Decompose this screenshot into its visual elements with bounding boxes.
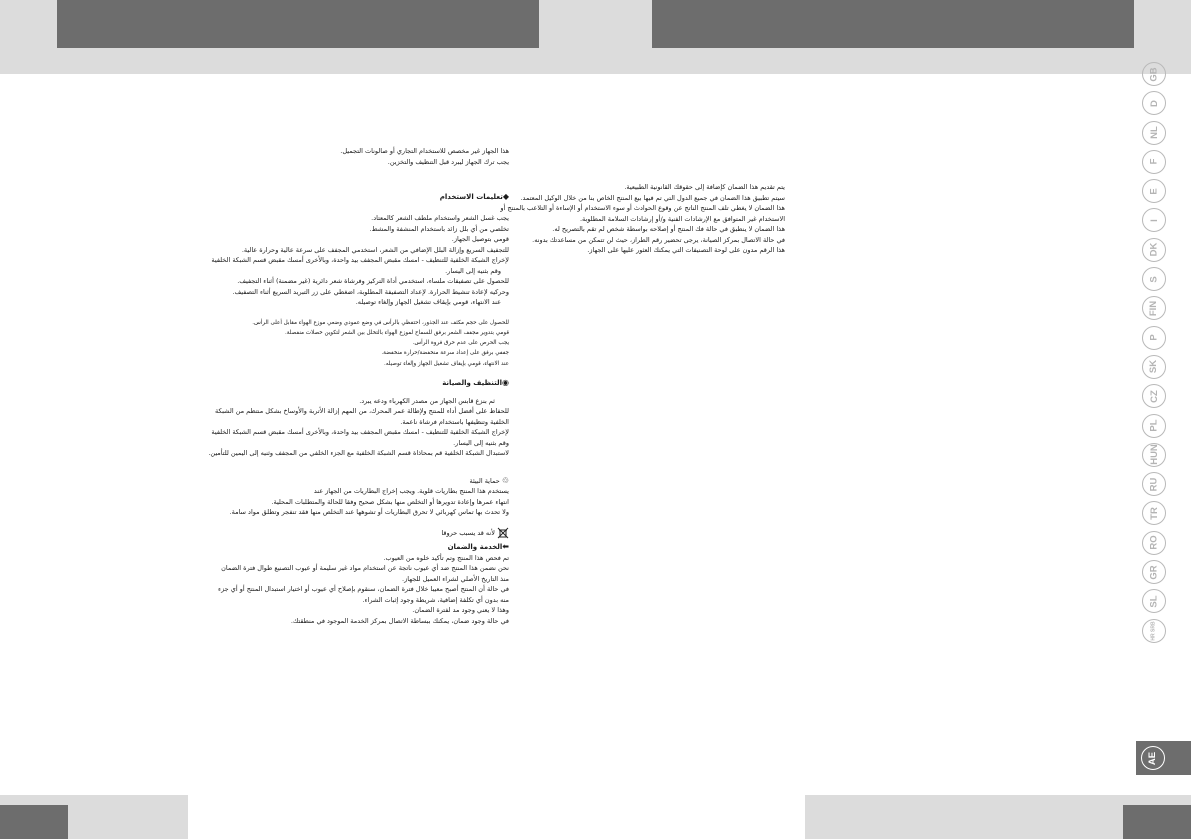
right-line: هذا الضمان لا ينطبق في حالة فك المنتج أو إصلاحه بواسطة شخص لم تقم بالتصريح له. bbox=[552, 225, 785, 233]
cleaning-line: الخلفية وتنظيفها باستخدام فرشاة ناعمة. bbox=[400, 417, 509, 426]
tab-hr-srb[interactable]: HR SRB bbox=[1142, 619, 1166, 643]
cleaning-section bbox=[129, 377, 509, 459]
usage-small-line: قومي بتدوير مجفف الشعر برفق للسماح لموزع الهواء بالتخلل بين الشعر لتكوين خصلات منفصلة. bbox=[285, 329, 509, 336]
tab-sl[interactable]: SL bbox=[1142, 589, 1166, 613]
tab-dk[interactable]: DK bbox=[1142, 238, 1166, 262]
usage-small-line: جففي برفق على إعداد سرعة منخفضة/حرارة منخفضة. bbox=[381, 350, 509, 357]
tab-fin[interactable]: FIN bbox=[1142, 296, 1166, 320]
page-number-tab-left bbox=[0, 805, 68, 839]
environment-line: انتهاء عمرها وإعادة تدويرها أو التخلص منها بشكل صحيح وفقا للحالة والمتطلبات المحلية. bbox=[271, 497, 509, 506]
tab-i[interactable]: I bbox=[1142, 208, 1166, 232]
recycle-icon: ♲ bbox=[501, 475, 509, 485]
header-bar-right bbox=[652, 0, 1134, 48]
page-number-tab-right bbox=[1123, 805, 1191, 839]
usage-line: وقم بثنيه إلى اليسار. bbox=[445, 266, 501, 275]
right-line: يتم تقديم هذا الضمان كإضافة إلى حقوقك القانونية الطبيعية. bbox=[624, 183, 785, 191]
usage-small-line: للحصول على حجم مكثف عند الجذور، احتفظي بالرأس في وضع عمودي وضعي موزع الهواء مقابل أعلى الرأس. bbox=[252, 319, 509, 326]
tab-ro[interactable]: RO bbox=[1142, 531, 1166, 555]
tab-ru[interactable]: RU bbox=[1142, 472, 1166, 496]
environment-line: يستخدم هذا المنتج بطاريات قلوية. ويجب إخراج البطاريات من الجهاز عند bbox=[313, 487, 509, 496]
warranty-line: وهذا لا يعني وجود مد لفترة الضمان. bbox=[412, 606, 509, 615]
header-bar-left bbox=[57, 0, 539, 48]
warranty-section bbox=[129, 541, 509, 627]
tab-nl[interactable]: NL bbox=[1142, 121, 1166, 145]
tab-hun[interactable]: HUN bbox=[1142, 443, 1166, 467]
intro-line: هذا الجهاز غير مخصص للاستخدام التجاري أو صالونات التجميل. bbox=[340, 147, 509, 155]
tab-d[interactable]: D bbox=[1142, 91, 1166, 115]
arrow-left-icon: ⬅ bbox=[502, 541, 509, 551]
tab-p[interactable]: P bbox=[1142, 326, 1166, 350]
environment-line: ولا تحدث بها تماس كهربائي لا تحرق البطاريات أو تشوهها عند التخلص منها فقد تنفجر وتطلق مواد سامة. bbox=[229, 508, 509, 517]
warranty-line: في حالة وجود ضمان، يمكنك ببساطة الاتصال بمركز الخدمة الموجود في منطقتك. bbox=[290, 616, 509, 625]
right-line: هذا الرقم مدون على لوحة التصنيفات التي يمكنك العثور عليها على الجهاز. bbox=[587, 246, 785, 254]
tab-sk[interactable]: SK bbox=[1142, 355, 1166, 379]
warranty-line: منذ التاريخ الأصلي لشراء العميل للجهاز. bbox=[402, 574, 509, 583]
usage-line: لإخراج الشبكة الخلفية للتنظيف - امسك مقبض المجفف بيد واحدة، وبالأخرى أمسك مقبض قسم الشبكة الخلفية bbox=[211, 256, 509, 264]
warranty-line: نحن نضمن هذا المنتج ضد أي عيوب ناتجة عن استخدام مواد غير سليمة أو عيوب التصنيع طوال فترة الضمان bbox=[221, 564, 509, 573]
environment-section bbox=[129, 476, 509, 539]
right-line: هذا الضمان لا يغطي تلف المنتج الناتج عن وقوع الحوادث أو سوء الاستخدام أو الإساءة أو التلاعب بالمنتج أو bbox=[500, 204, 785, 212]
usage-line: للتجفيف السريع وإزالة البلل الإضافي من الشعر، استخدمي المجفف على سرعة عالية وحرارة عالية. bbox=[241, 245, 509, 254]
bin-note: لأنه قد يسبب حروقا bbox=[129, 527, 509, 539]
usage-line: عند الانتهاء، قومي بإيقاف تشغيل الجهاز وإلغاء توصيله. bbox=[355, 298, 501, 306]
usage-line: تخلصي من أي بلل زائد باستخدام المنشفة والمشط. bbox=[369, 224, 509, 233]
tab-pl[interactable]: PL bbox=[1142, 414, 1166, 438]
tab-gr[interactable]: GR bbox=[1142, 560, 1166, 584]
usage-line: يجب غسل الشعر واستخدام ملطف الشعر كالمعتاد. bbox=[371, 214, 509, 222]
usage-small-line: يجب الحرص على عدم حرق فروة الرأس. bbox=[412, 340, 509, 347]
warranty-line: تم فحص هذا المنتج وتم تأكيد خلوه من العيوب. bbox=[383, 553, 509, 562]
usage-small-line: عند الانتهاء، قومي بإيقاف تشغيل الجهاز وإلغاء توصيله. bbox=[383, 360, 509, 367]
warranty-line: منه بدون أي تكلفة إضافية، شريطة وجود إثبات الشراء. bbox=[362, 595, 509, 604]
eye-icon: ◉ bbox=[502, 377, 509, 387]
crossed-bin-icon bbox=[497, 527, 509, 539]
tab-cz[interactable]: CZ bbox=[1142, 384, 1166, 408]
tab-f[interactable]: F bbox=[1142, 150, 1166, 174]
intro-line: يجب ترك الجهاز ليبرد قبل التنظيف والتخزين. bbox=[387, 157, 509, 166]
tab-s[interactable]: S bbox=[1142, 267, 1166, 291]
tab-ae[interactable]: AE bbox=[1141, 746, 1165, 770]
language-tabs bbox=[1136, 62, 1172, 648]
right-line: سيتم تطبيق هذا الضمان في جميع الدول التي تم فيها بيع المنتج الخاص بنا من خلال الوكيل المعتمد. bbox=[520, 193, 785, 202]
warranty-line: في حالة أن المنتج أصبح معيبا خلال فترة الضمان، سنقوم بإصلاح أي عيوب أو اختيار استبدال المنتج أو أي جزء bbox=[218, 585, 509, 594]
tab-tr[interactable]: TR bbox=[1142, 501, 1166, 525]
usage-line: للحصول على تصفيفات ملساء، استخدمي أداة التركيز وفرشاة شعر دائرية (غير مضمنة) أثناء التجفيف. bbox=[237, 277, 509, 285]
cleaning-line: للحفاظ على أفضل أداء للمنتج ولإطالة عمر المحرك، من المهم إزالة الأتربة والأوساخ بشكل منتظم من الشبكة bbox=[215, 407, 509, 416]
intro-section bbox=[129, 146, 509, 167]
cleaning-line: لإخراج الشبكة الخلفية للتنظيف - امسك مقبض المجفف بيد واحدة، وبالأخرى أمسك مقبض قسم الشبكة الخلفية bbox=[211, 428, 509, 437]
usage-line: قومي بتوصيل الجهاز. bbox=[451, 235, 509, 243]
right-line: الاستخدام غير المتوافق مع الإرشادات الفنية و/أو إرشادات السلامة المطلوبة. bbox=[579, 214, 785, 223]
usage-line: وحركيه لإعادة تنشيط الحرارة. لإعداد التصفيفة المطلوبة، اضغطي على زر التبريد السريع أثناء التصفيف. bbox=[232, 287, 509, 296]
diamond-arrow-icon: ◆ bbox=[502, 192, 509, 201]
usage-heading: ◆تعليمات الاستخدام bbox=[439, 192, 509, 201]
tab-e[interactable]: E bbox=[1142, 179, 1166, 203]
tab-gb[interactable]: GB bbox=[1142, 62, 1166, 86]
environment-heading: ♲ حماية البيئة bbox=[469, 475, 509, 485]
cleaning-heading: ◉التنظيف والصيانة bbox=[442, 377, 509, 387]
cleaning-line: لاستبدال الشبكة الخلفية قم بمحاذاة قسم الشبكة الخلفية مع الجزء الخلفي من المجفف وثنيه إلى اليمين للتأمين. bbox=[208, 449, 509, 458]
right-page-text bbox=[405, 182, 785, 256]
right-line: في حالة الاتصال بمركز الصيانة، يرجى تحضير رقم الطراز، حيث لن تتمكن من مساعدتك بدونه. bbox=[532, 235, 785, 244]
warranty-heading: ⬅الخدمة والضمان bbox=[447, 541, 509, 551]
cleaning-line: ثم بنزع قابس الجهاز من مصدر الكهرباء ودعه يبرد. bbox=[359, 396, 495, 405]
cleaning-line: وقم بثنيه إلى اليسار. bbox=[453, 438, 509, 447]
